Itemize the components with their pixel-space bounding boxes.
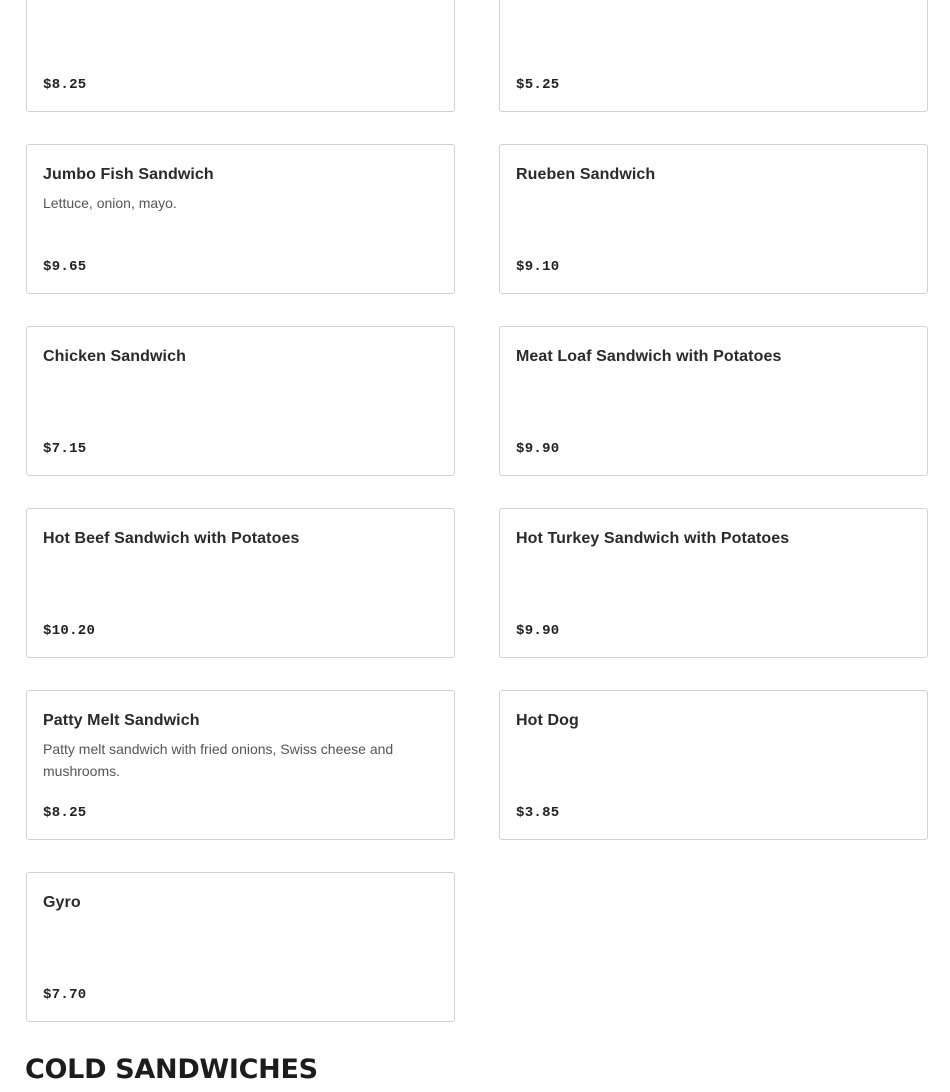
- menu-item-name: Rueben Sandwich: [516, 166, 656, 183]
- menu-item-name: Chicken Sandwich: [43, 348, 186, 365]
- menu-item-name: Patty Melt Sandwich: [43, 712, 200, 729]
- menu-item-name: Gyro: [43, 894, 81, 911]
- section-title-cold-sandwiches: COLD SANDWICHES: [25, 1054, 318, 1085]
- menu-item-description: Lettuce, onion, mayo.: [43, 195, 177, 211]
- menu-item-card[interactable]: [26, 690, 455, 840]
- menu-item-price: $7.15: [43, 441, 87, 457]
- menu-item-description: Patty melt sandwich with fried onions, Swiss cheese and mushrooms.: [43, 741, 394, 779]
- menu-item-price: $10.20: [43, 623, 96, 639]
- menu-item-card[interactable]: [499, 690, 928, 840]
- menu-item-price: $9.90: [516, 441, 560, 457]
- menu-item-price: $9.65: [43, 259, 87, 275]
- menu-item-price: $9.90: [516, 623, 560, 639]
- menu-item-card[interactable]: [26, 508, 455, 658]
- menu-item-name: Meat Loaf Sandwich with Potatoes: [516, 348, 782, 365]
- menu-item-name: Hot Dog: [516, 712, 579, 729]
- menu-item-card[interactable]: [26, 872, 455, 1022]
- menu-item-price: $5.25: [516, 77, 560, 93]
- menu-item-price: $7.70: [43, 987, 87, 1003]
- menu-item-card[interactable]: [26, 144, 455, 294]
- menu-item-name: Hot Turkey Sandwich with Potatoes: [516, 530, 790, 547]
- menu-item-price: $9.10: [516, 259, 560, 275]
- menu-item-name: Hot Beef Sandwich with Potatoes: [43, 530, 300, 547]
- menu-item-price: $3.85: [516, 805, 560, 821]
- menu-item-name: Jumbo Fish Sandwich: [43, 166, 214, 183]
- menu-item-card[interactable]: [26, 326, 455, 476]
- menu-item-price: $8.25: [43, 77, 87, 93]
- menu-item-card[interactable]: [499, 0, 928, 112]
- menu-item-card[interactable]: [499, 326, 928, 476]
- menu-item-price: $8.25: [43, 805, 87, 821]
- menu-item-card[interactable]: [499, 508, 928, 658]
- menu-item-grid: [26, 0, 928, 1022]
- menu-item-card[interactable]: [499, 144, 928, 294]
- menu-item-card[interactable]: [26, 0, 455, 112]
